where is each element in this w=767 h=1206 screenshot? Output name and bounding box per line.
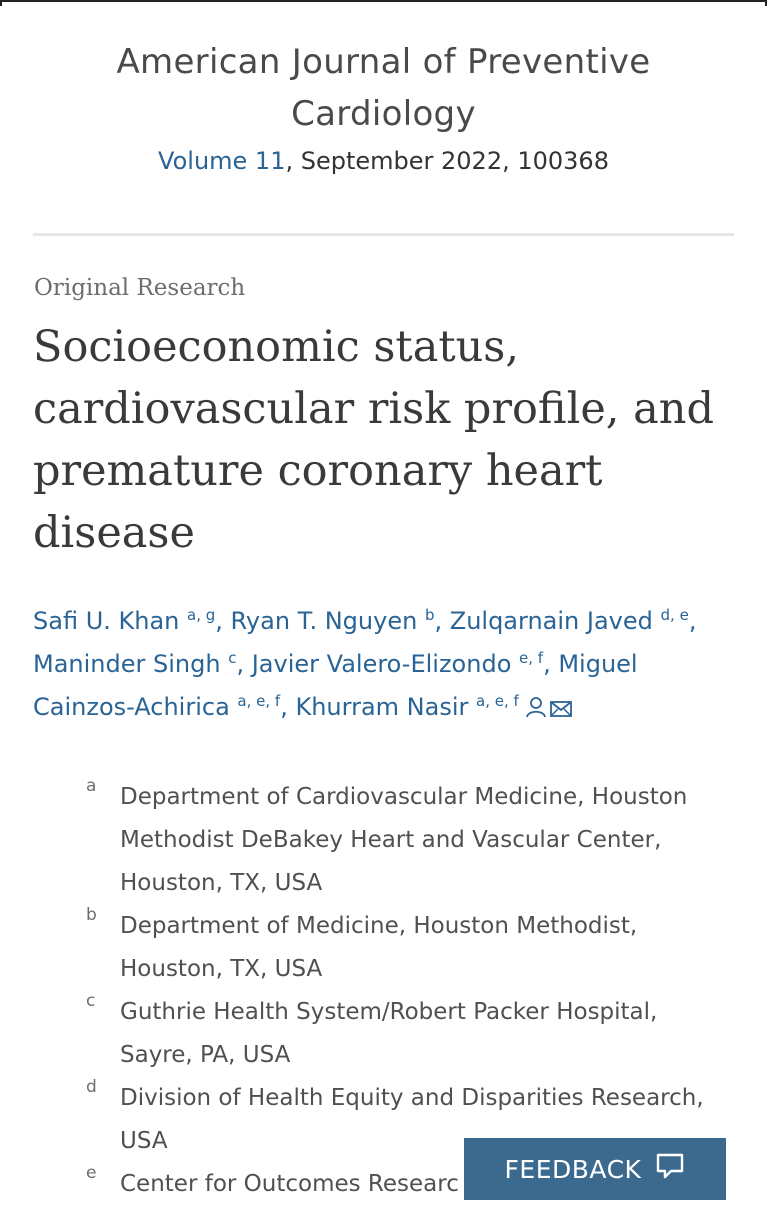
- affiliation-text: [120, 776, 730, 905]
- feedback-label: FEEDBACK: [504, 1154, 642, 1184]
- affiliation-label: e: [86, 1163, 97, 1183]
- affiliation-text: [120, 905, 730, 991]
- affiliation-item: [0, 776, 767, 905]
- title-line: premature coronary heart: [33, 446, 603, 496]
- issue-details: , September 2022, 100368: [285, 147, 609, 175]
- header-divider: [33, 233, 734, 236]
- journal-title-line2: Cardiology: [291, 94, 476, 134]
- affiliation-line: Houston, TX, USA: [120, 870, 323, 896]
- author-line: Maninder Singh $^c$, Javier Valero-Elizondo $^{e, f}$, Miguel: [33, 649, 638, 678]
- author-link[interactable]: Miguel: [558, 650, 638, 678]
- affiliation-line: Methodist DeBakey Heart and Vascular Center,: [120, 827, 662, 853]
- volume-link[interactable]: Volume 11: [158, 147, 286, 175]
- author-affil-sup[interactable]: d, e: [660, 606, 689, 624]
- top-border: [0, 0, 767, 2]
- affiliation-item: [0, 905, 767, 991]
- title-line: disease: [33, 508, 195, 558]
- author-affil-sup[interactable]: a, g: [187, 606, 216, 624]
- article-title: [33, 316, 733, 564]
- affiliation-line: Department of Medicine, Houston Methodist,: [120, 913, 638, 939]
- speech-bubble-icon: [655, 1152, 685, 1186]
- person-icon[interactable]: [525, 689, 547, 732]
- affiliation-text: [120, 991, 730, 1077]
- author-link[interactable]: Zulqarnain Javed: [449, 607, 653, 635]
- author-link[interactable]: Ryan T. Nguyen: [230, 607, 418, 635]
- affiliation-item: [0, 991, 767, 1077]
- author-list: [33, 600, 733, 732]
- affiliation-line: Houston, TX, USA: [120, 956, 323, 982]
- article-type: Original Research: [34, 275, 246, 301]
- author-affil-sup[interactable]: a, e, f: [476, 692, 519, 710]
- author-link[interactable]: Javier Valero-Elizondo: [251, 650, 512, 678]
- author-link[interactable]: Safi U. Khan: [33, 607, 180, 635]
- author-affil-sup[interactable]: a, e, f: [237, 692, 281, 710]
- affiliation-line: Department of Cardiovascular Medicine, Houston: [120, 784, 688, 810]
- affiliation-label: a: [86, 776, 97, 796]
- author-link[interactable]: Cainzos-Achirica: [33, 693, 230, 721]
- affiliation-line: Center for Outcomes Researc: [120, 1171, 459, 1197]
- author-line: Safi U. Khan $^{a, g}$, Ryan T. Nguyen $^b$, Zulqarnain Javed $^{d, e}$,: [33, 606, 697, 635]
- affiliation-line: Sayre, PA, USA: [120, 1042, 291, 1068]
- author-line: Cainzos-Achirica $^{a, e, f}$, Khurram Nasir $^{a, e, f}$: [33, 686, 733, 732]
- affiliation-label: b: [86, 905, 97, 925]
- affiliation-label: c: [86, 991, 96, 1011]
- top-border-notch-left: [0, 0, 2, 6]
- author-icons: [525, 689, 575, 732]
- journal-title[interactable]: [0, 36, 767, 140]
- affiliation-label: d: [86, 1077, 97, 1097]
- affiliation-line: Division of Health Equity and Disparities Research,: [120, 1085, 704, 1111]
- author-affil-sup[interactable]: c: [228, 649, 237, 667]
- author-link[interactable]: Maninder Singh: [33, 650, 221, 678]
- journal-title-line1: American Journal of Preventive: [116, 42, 651, 82]
- issue-info: [0, 144, 767, 178]
- mail-icon[interactable]: [550, 689, 572, 732]
- affiliation-line: USA: [120, 1128, 168, 1154]
- author-link[interactable]: Khurram Nasir: [295, 693, 469, 721]
- title-line: Socioeconomic status,: [33, 322, 520, 372]
- author-affil-sup[interactable]: b: [424, 606, 435, 624]
- author-affil-sup[interactable]: e, f: [519, 649, 544, 667]
- title-line: cardiovascular risk profile, and: [33, 384, 714, 434]
- feedback-button[interactable]: [464, 1138, 726, 1200]
- affiliation-line: Guthrie Health System/Robert Packer Hospital,: [120, 999, 658, 1025]
